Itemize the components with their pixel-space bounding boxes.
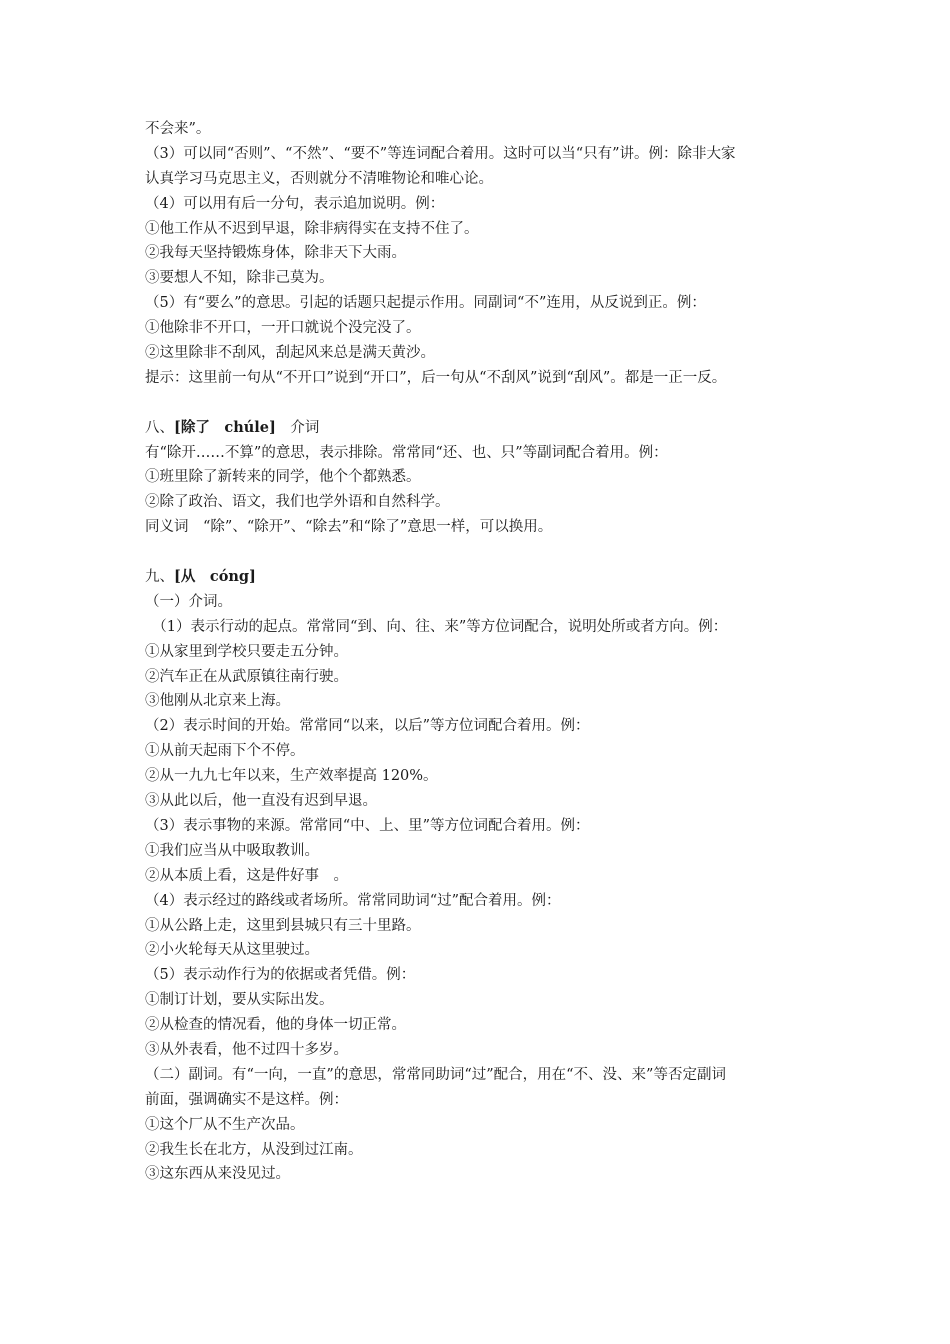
text-line: 前面，强调确实不是这样。例： <box>145 1091 348 1108</box>
text-line: ①从公路上走，这里到县城只有三十里路。 <box>145 917 421 934</box>
text-line: ②我每天坚持锻炼身体，除非天下大雨。 <box>145 245 406 262</box>
text-line: ①我们应当从中吸取教训。 <box>145 842 319 859</box>
text-line: （3）表示事物的来源。常常同“中、上、里”等方位词配合着用。例： <box>145 817 590 834</box>
section-9-number: 九、 <box>145 569 174 586</box>
section-9-term: [从 cóng] <box>174 568 256 586</box>
text-line: ①他工作从不迟到早退，除非病得实在支持不住了。 <box>145 220 479 237</box>
text-line: 有“除开……不算”的意思，表示排除。常常同“还、也、只”等副词配合着用。例： <box>145 444 668 461</box>
text-line: ①从家里到学校只要走五分钟。 <box>145 643 348 660</box>
section-9-heading <box>145 565 810 590</box>
text-line: （一）介词。 <box>145 593 232 610</box>
text-line: 同义词 “除”、“除开”、“除去”和“除了”意思一样，可以换用。 <box>145 519 553 536</box>
text-line: ③他刚从北京来上海。 <box>145 693 290 710</box>
text-line: ②这里除非不刮风，刮起风来总是满天黄沙。 <box>145 345 435 362</box>
text-line: ③从外表看，他不过四十多岁。 <box>145 1041 348 1058</box>
section-8-number: 八、 <box>145 419 174 436</box>
text-line: ②汽车正在从武原镇往南行驶。 <box>145 668 348 685</box>
text-line: 提示：这里前一句从“不开口”说到“开口”，后一句从“不刮风”说到“刮风”。都是一正一反。 <box>145 369 727 386</box>
text-line: ③要想人不知，除非己莫为。 <box>145 270 334 287</box>
text-line: ①制订计划，要从实际出发。 <box>145 992 334 1009</box>
paragraph-gap <box>145 391 810 416</box>
text-line: ③这东西从来没见过。 <box>145 1166 290 1183</box>
text-line: （4）可以用有后一分句，表示追加说明。例： <box>145 195 445 212</box>
text-line: （3）可以同“否则”、“不然”、“要不”等连词配合着用。这时可以当“只有”讲。例：除非大家 <box>145 145 736 162</box>
text-line: ②从一九九七年以来，生产效率提高 120%。 <box>145 768 438 785</box>
paragraph-gap <box>145 540 810 565</box>
section-8-heading <box>145 416 810 441</box>
text-line: ①从前天起雨下个不停。 <box>145 743 305 760</box>
text-line: （2）表示时间的开始。常常同“以来，以后”等方位词配合着用。例： <box>145 718 590 735</box>
text-line: ②除了政治、语文，我们也学外语和自然科学。 <box>145 494 450 511</box>
text-line: 认真学习马克思主义，否则就分不清唯物论和唯心论。 <box>145 170 493 187</box>
text-line: 不会来”。 <box>145 121 211 137</box>
text-line: （5）有“要么”的意思。引起的话题只起提示作用。同副词“不”连用，从反说到正。例： <box>145 295 706 312</box>
text-line: ①这个厂从不生产次品。 <box>145 1116 305 1133</box>
text-line: （4）表示经过的路线或者场所。常常同助词“过”配合着用。例： <box>145 892 561 909</box>
text-line: ①他除非不开口，一开口就说个没完没了。 <box>145 320 421 337</box>
text-line: （二）副词。有“一向，一直”的意思，常常同助词“过”配合，用在“不、没、来”等否定副词 <box>145 1066 726 1083</box>
text-line: ②从检查的情况看，他的身体一切正常。 <box>145 1017 406 1034</box>
text-line: ②我生长在北方，从没到过江南。 <box>145 1141 363 1158</box>
text-line: ②从本质上看，这是件好事 。 <box>145 867 348 884</box>
text-line: （1）表示行动的起点。常常同“到、向、往、来”等方位词配合，说明处所或者方向。例： <box>145 618 728 635</box>
text-line: ③从此以后，他一直没有迟到早退。 <box>145 793 377 810</box>
document-body <box>145 117 810 1187</box>
text-line: ②小火轮每天从这里驶过。 <box>145 942 319 959</box>
text-line: ①班里除了新转来的同学，他个个都熟悉。 <box>145 469 421 486</box>
section-8-term: [除了 chúle] <box>174 418 276 436</box>
section-8-pos: 介词 <box>275 419 320 436</box>
text-line: （5）表示动作行为的依据或者凭借。例： <box>145 967 416 984</box>
